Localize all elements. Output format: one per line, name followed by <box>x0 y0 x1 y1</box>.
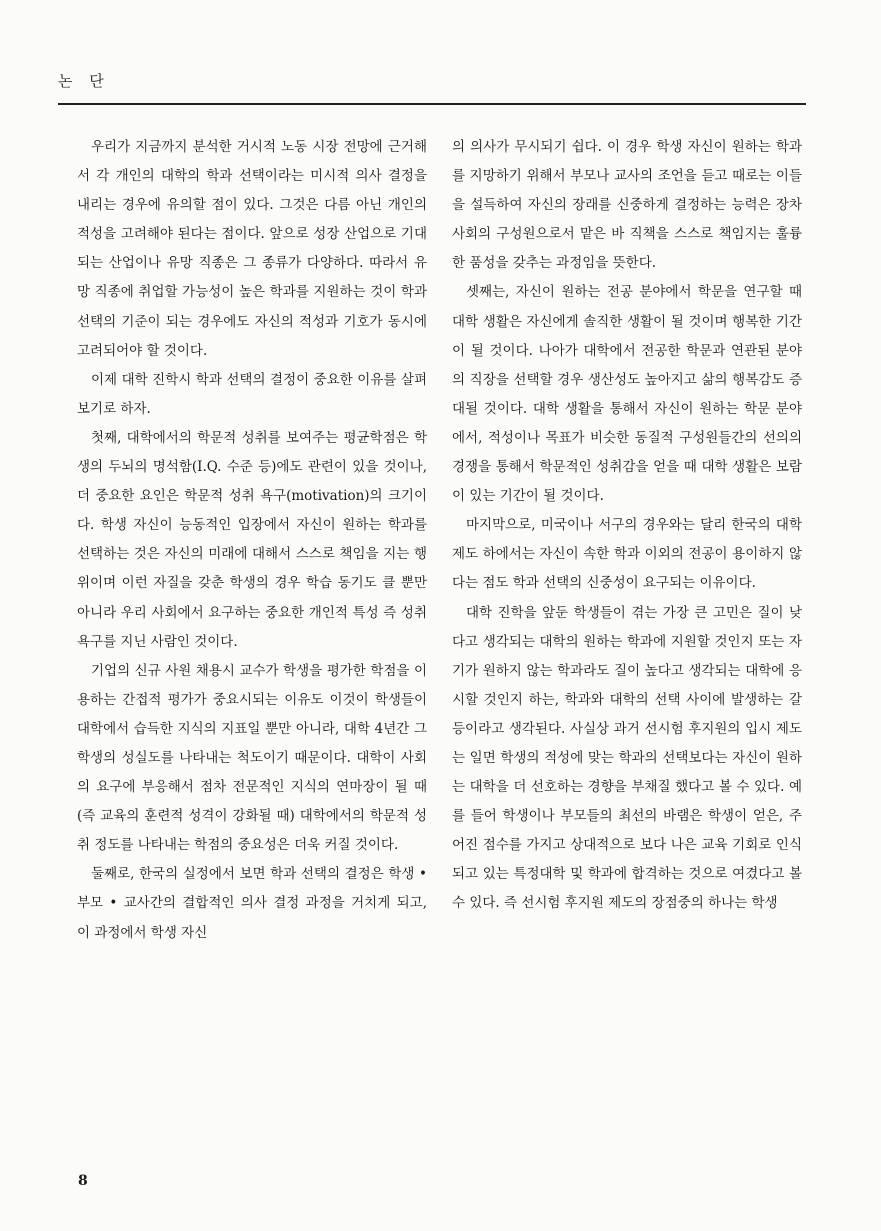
section-header: 논 단 <box>58 72 110 90</box>
left-column <box>77 133 427 948</box>
paragraph: 기업의 신규 사원 채용시 교수가 학생을 평가한 학점을 이용하는 간접적 평가가 중요시되는 이유도 이것이 학생들이 대학에서 습득한 지식의 지표일 뿐만 아니라, 대학 4년간 그 학생의 성실도를 나타내는 척도이기 때문이다. 대학이 사회의 요구에 부응해서 점차 전문적인 지식의 연마장이 될 때(즉 교육의 훈련적 성격이 강화될 때) 대학에서의 학문적 성취 정도를 나타내는 학점의 중요성은 더욱 커질 것이다. <box>77 662 427 854</box>
right-column <box>452 133 802 919</box>
paragraph: 대학 진학을 앞둔 학생들이 겪는 가장 큰 고민은 질이 낮다고 생각되는 대학의 원하는 학과에 지원할 것인지 또는 자기가 원하지 않는 학과라도 질이 높다고 생각되는 대학에 응시할 것인지 하는, 학과와 대학의 선택 사이에 발생하는 갈등이라고 생각된다. 사실상 과거 선시험 후지원의 입시 제도는 일면 학생의 적성에 맞는 학과의 선택보다는 자신이 원하는 대학을 더 선호하는 경향을 부채질 했다고 볼 수 있다. 예를 들어 학생이나 부모들의 최선의 바램은 학생이 얻은, 주어진 점수를 가지고 상대적으로 보다 나은 교육 기회로 인식되고 있는 특정대학 및 학과에 합격하는 것으로 여겼다고 볼 수 있다. 즉 선시험 후지원 제도의 장점중의 하나는 학생 <box>452 604 802 912</box>
page-number: 8 <box>78 1173 88 1189</box>
paragraph: 우리가 지금까지 분석한 거시적 노동 시장 전망에 근거해서 각 개인의 대학의 학과 선택이라는 미시적 의사 결정을 내리는 경우에 유의할 점이 있다. 그것은 다름 아닌 개인의 적성을 고려해야 된다는 점이다. 앞으로 성장 산업으로 기대되는 산업이나 유망 직종은 그 종류가 다양하다. 따라서 유망 직종에 취업할 가능성이 높은 학과를 지원하는 것이 학과 선택의 기준이 되는 경우에도 자신의 적성과 기호가 동시에 고려되어야 할 것이다. <box>77 139 427 359</box>
paragraph: 마지막으로, 미국이나 서구의 경우와는 달리 한국의 대학 제도 하에서는 자신이 속한 학과 이외의 전공이 용이하지 않다는 점도 학과 선택의 신중성이 요구되는 이유이다. <box>452 517 802 592</box>
paragraph: 둘째로, 한국의 실정에서 보면 학과 선택의 결정은 학생 • 부모 • 교사간의 결합적인 의사 결정 과정을 거치게 되고, 이 과정에서 학생 자신 <box>77 866 427 941</box>
paragraph: 첫째, 대학에서의 학문적 성취를 보여주는 평균학점은 학생의 두뇌의 명석함(I.Q. 수준 등)에도 관련이 있을 것이나, 더 중요한 요인은 학문적 성취 욕구(motivation)의 크기이다. 학생 자신이 능동적인 입장에서 자신이 원하는 학과를 선택하는 것은 자신의 미래에 대해서 스스로 책임을 지는 행위이며 이런 자질을 갖춘 학생의 경우 학습 동기도 클 뿐만 아니라 우리 사회에서 요구하는 중요한 개인적 특성 즉 성취 욕구를 지닌 사람인 것이다. <box>77 429 427 650</box>
paragraph: 셋째는, 자신이 원하는 전공 분야에서 학문을 연구할 때 대학 생활은 자신에게 솔직한 생활이 될 것이며 행복한 기간이 될 것이다. 나아가 대학에서 전공한 학문과 연관된 분야의 직장을 선택할 경우 생산성도 높아지고 삶의 행복감도 증대될 것이다. 대학 생활을 통해서 자신이 원하는 학문 분야에서, 적성이나 목표가 비슷한 동질적 구성원들간의 선의의 경쟁을 통해서 학문적인 성취감을 얻을 때 대학 생활은 보람이 있는 기간이 될 것이다. <box>452 284 802 505</box>
paragraph: 의 의사가 무시되기 쉽다. 이 경우 학생 자신이 원하는 학과를 지망하기 위해서 부모나 교사의 조언을 듣고 때로는 이들을 설득하여 자신의 장래를 신중하게 결정하는 능력은 장차 사회의 구성원으로서 맡은 바 직책을 스스로 책임지는 훌륭한 품성을 갖추는 과정임을 뜻한다. <box>452 139 802 272</box>
header-rule <box>58 103 806 105</box>
paragraph: 이제 대학 진학시 학과 선택의 결정이 중요한 이유를 살펴 보기로 하자. <box>77 371 427 417</box>
